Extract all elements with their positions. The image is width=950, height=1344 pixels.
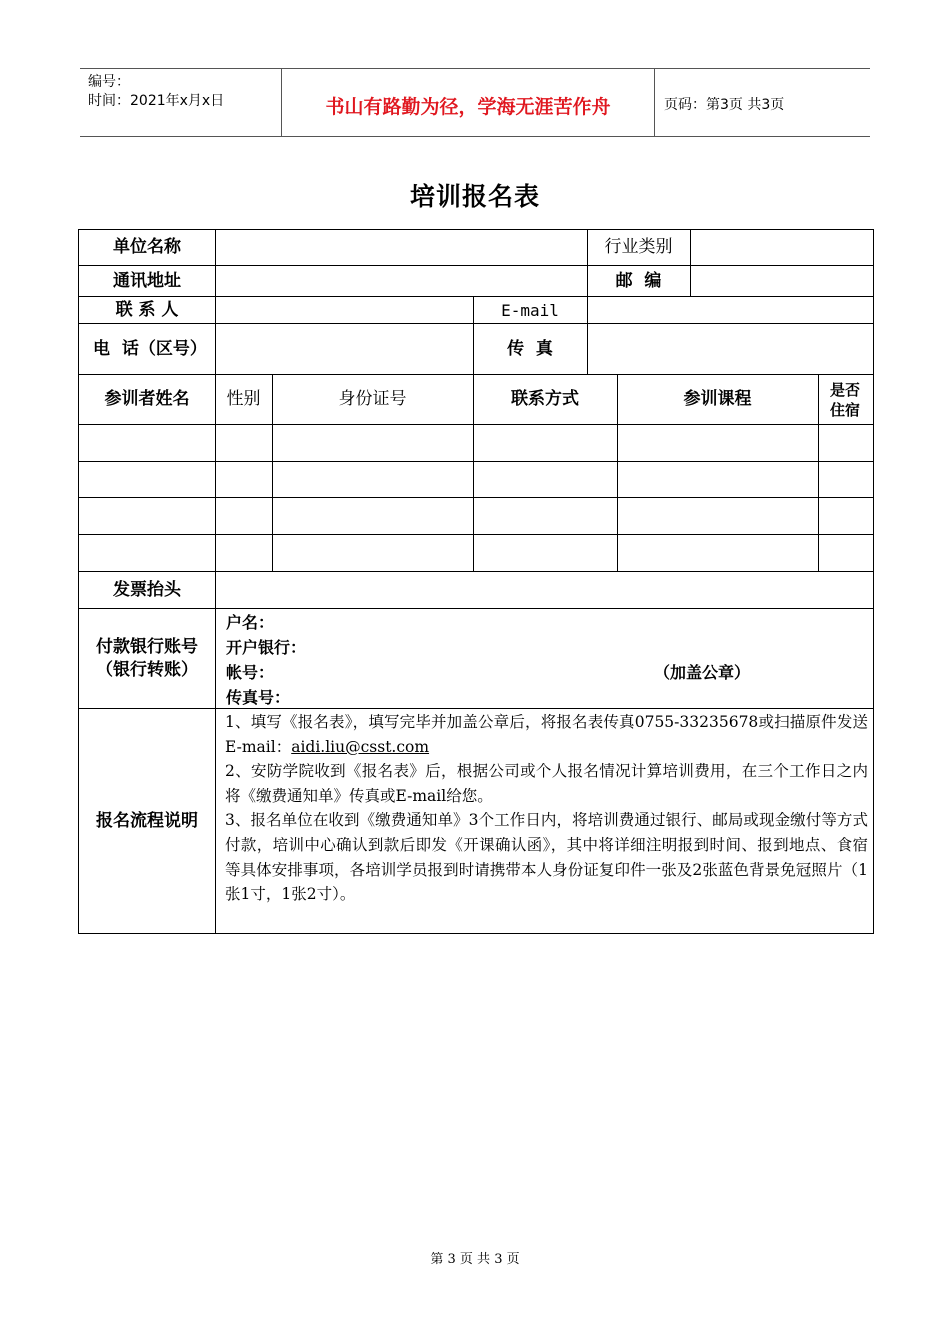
col-participant-name: 参训者姓名 <box>104 389 190 409</box>
table-rule <box>690 230 691 296</box>
col-gender: 性别 <box>226 389 261 409</box>
table-rule <box>215 230 216 933</box>
col-contact: 联系方式 <box>511 389 579 409</box>
process-description <box>225 710 868 907</box>
col-accommodation: 是否住宿 <box>829 380 860 419</box>
header-divider <box>654 69 655 136</box>
header-motto: 书山有路勤为径，学海无涯苦作舟 <box>325 96 611 118</box>
address-label: 通讯地址 <box>113 270 181 291</box>
table-rule <box>79 534 873 535</box>
page-header <box>80 68 870 137</box>
col-course: 参训课程 <box>683 389 752 409</box>
email-label: E-mail <box>501 300 559 320</box>
time-label: 时间：2021年x月x日 <box>88 93 225 109</box>
email-link[interactable]: aidi.liu@csst.com <box>291 737 430 756</box>
serial-label: 编号： <box>88 74 130 90</box>
process-step-2: 2、安防学院收到《报名表》后，根据公司或个人报名情况计算培训费用，在三个工作日之内将《缴费通知单》传真或E-mail给您。 <box>225 762 868 805</box>
fax-number-line: 传真号： <box>226 688 291 707</box>
fax-label: 传 真 <box>507 338 553 359</box>
phone-label: 电 话（区号） <box>93 338 207 359</box>
invoice-label: 发票抬头 <box>113 579 181 600</box>
document-title: 培训报名表 <box>409 182 540 211</box>
page-footer: 第 3 页 共 3 页 <box>430 1252 520 1267</box>
process-step-1: 1、填写《报名表》，填写完毕并加盖公章后，将报名表传真0755-33235678或扫描原件发送E-mail：aidi.liu@csst.com <box>225 713 868 756</box>
bank-details <box>226 610 306 710</box>
table-rule <box>818 374 819 571</box>
account-name-line: 户名： <box>226 613 275 632</box>
account-number-line: 帐号： <box>226 663 275 682</box>
process-step-3: 3、报名单位在收到《缴费通知单》3个工作日内，将培训费通过银行、邮局或现金缴付等方式付款，培训中心确认到款后即发《开课确认函》，其中将详细注明报到时间、报到地点、食宿等具体安排事项，各培训学员报到时请携带本人身份证复印件一张及2张蓝色背景免冠照片（1张1寸，1张2寸）。 <box>225 811 868 904</box>
industry-label: 行业类别 <box>604 237 673 257</box>
seal-note: （加盖公章） <box>654 663 751 682</box>
contact-person-label: 联 系 人 <box>115 299 179 320</box>
table-rule <box>79 461 873 462</box>
process-label: 报名流程说明 <box>96 810 198 831</box>
table-rule <box>587 296 588 374</box>
header-meta <box>88 73 224 111</box>
bank-account-label: 付款银行账号（银行转账） <box>96 636 198 680</box>
col-id-number: 身份证号 <box>338 389 407 409</box>
unit-name-label: 单位名称 <box>113 237 181 257</box>
registration-form <box>78 229 874 934</box>
table-rule <box>79 497 873 498</box>
bank-name-line: 开户银行： <box>226 638 307 657</box>
postcode-label: 邮 编 <box>615 270 662 291</box>
table-rule <box>79 424 873 425</box>
header-page-info: 页码：第3页 共3页 <box>664 97 785 113</box>
